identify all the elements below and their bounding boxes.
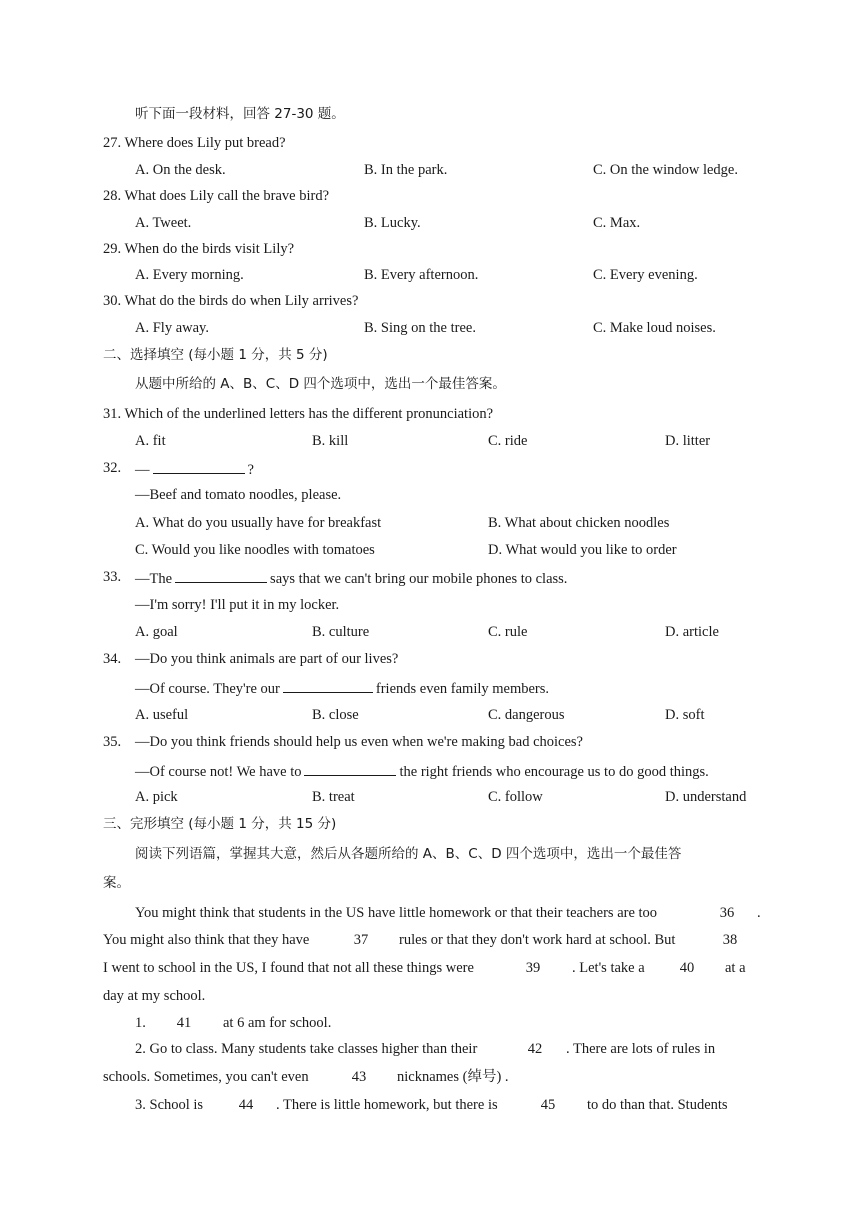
option-34a: A. useful: [135, 707, 189, 723]
option-31b: B. kill: [312, 433, 349, 449]
option-33b: B. culture: [312, 624, 370, 640]
question-35-number: 35.: [103, 734, 122, 750]
passage-line3-text-b: . Let's take a: [572, 960, 645, 976]
item2-text-a: 2. Go to class. Many students take classes higher than their: [135, 1041, 478, 1057]
option-34c: C. dangerous: [488, 707, 565, 723]
passage-line1-end: .: [757, 905, 761, 921]
blank-number-39: 39: [525, 960, 541, 976]
answer-blank: [304, 761, 396, 776]
option-33a: A. goal: [135, 624, 178, 640]
question-29: 29. When do the birds visit Lily?: [103, 241, 295, 257]
passage-line4-text: day at my school.: [103, 988, 206, 1004]
section3-heading: 三、完形填空 (每小题 1 分，共 15 分): [103, 816, 337, 832]
question-34-line1: —Do you think animals are part of our lives?: [135, 651, 399, 667]
question-35-line1: —Do you think friends should help us even when we're making bad choices?: [135, 734, 583, 750]
text-before-blank: —Of course not! We have to: [135, 764, 302, 780]
blank-number-36: 36: [719, 905, 735, 921]
text-before-blank: —Of course. They're our: [135, 681, 280, 697]
question-33-line2: —I'm sorry! I'll put it in my locker.: [135, 597, 340, 613]
blank-number-37: 37: [353, 932, 369, 948]
option-27a: A. On the desk.: [135, 162, 226, 178]
option-31c: C. ride: [488, 433, 528, 449]
option-32d: D. What would you like to order: [488, 542, 677, 558]
listening-intro: 听下面一段材料，回答 27-30 题。: [135, 106, 345, 122]
option-33d: D. article: [665, 624, 719, 640]
blank-number-42: 42: [527, 1041, 543, 1057]
option-28c: C. Max.: [593, 215, 641, 231]
option-28b: B. Lucky.: [364, 215, 421, 231]
option-30b: B. Sing on the tree.: [364, 320, 476, 336]
item2-text-b: . There are lots of rules in: [566, 1041, 716, 1057]
blank-number-40: 40: [679, 960, 695, 976]
blank-number-45: 45: [540, 1097, 556, 1113]
option-33c: C. rule: [488, 624, 528, 640]
passage-line2-text-a: You might also think that they have: [103, 932, 310, 948]
question-mark: ?: [247, 462, 254, 478]
blank-number-43: 43: [351, 1069, 367, 1085]
question-32-line1: [135, 459, 254, 479]
text-after-blank: friends even family members.: [375, 681, 550, 697]
item1-text: at 6 am for school.: [223, 1015, 332, 1031]
option-35c: C. follow: [488, 789, 543, 805]
item2-line2-text-a: schools. Sometimes, you can't even: [103, 1069, 309, 1085]
item3-text-c: to do than that. Students: [587, 1097, 728, 1113]
question-34-line2: [135, 678, 549, 698]
question-32-line2: —Beef and tomato noodles, please.: [135, 487, 342, 503]
option-28a: A. Tweet.: [135, 215, 192, 231]
question-27: 27. Where does Lily put bread?: [103, 135, 286, 151]
option-34b: B. close: [312, 707, 359, 723]
question-34-number: 34.: [103, 651, 122, 667]
option-31d: D. litter: [665, 433, 711, 449]
text-after-blank: the right friends who encourage us to do good things.: [399, 764, 709, 780]
passage-line2-text-b: rules or that they don't work hard at school. But: [399, 932, 676, 948]
question-35-line2: [135, 761, 709, 781]
option-27b: B. In the park.: [364, 162, 448, 178]
question-30: 30. What do the birds do when Lily arrives?: [103, 293, 359, 309]
question-33-line1: [135, 568, 567, 588]
item2-line2-text-b: nicknames (绰号) .: [397, 1069, 509, 1085]
option-29c: C. Every evening.: [593, 267, 698, 283]
item3-text-a: 3. School is: [135, 1097, 204, 1113]
answer-blank: [283, 678, 373, 693]
answer-blank: [153, 459, 245, 474]
dash: —: [135, 462, 150, 478]
item3-text-b: . There is little homework, but there is: [276, 1097, 498, 1113]
item1-number: 1.: [135, 1015, 146, 1031]
blank-number-41: 41: [176, 1015, 192, 1031]
option-32c: C. Would you like noodles with tomatoes: [135, 542, 375, 558]
option-35d: D. understand: [665, 789, 747, 805]
option-30c: C. Make loud noises.: [593, 320, 716, 336]
section3-instruction-line2: 案。: [103, 875, 130, 891]
question-28: 28. What does Lily call the brave bird?: [103, 188, 330, 204]
option-29a: A. Every morning.: [135, 267, 244, 283]
passage-line3-text-a: I went to school in the US, I found that not all these things were: [103, 960, 474, 976]
blank-number-44: 44: [238, 1097, 254, 1113]
section3-instruction-line1: 阅读下列语篇，掌握其大意，然后从各题所给的 A、B、C、D 四个选项中，选出一个最佳答: [135, 846, 682, 862]
option-35b: B. treat: [312, 789, 355, 805]
option-32b: B. What about chicken noodles: [488, 515, 670, 531]
section2-heading: 二、选择填空 (每小题 1 分，共 5 分): [103, 347, 328, 363]
option-32a: A. What do you usually have for breakfast: [135, 515, 382, 531]
passage-line3-text-c: at a: [725, 960, 746, 976]
question-31: 31. Which of the underlined letters has the different pronunciation?: [103, 406, 494, 422]
option-35a: A. pick: [135, 789, 178, 805]
section2-instruction: 从题中所给的 A、B、C、D 四个选项中，选出一个最佳答案。: [135, 376, 506, 392]
passage-line1-text: You might think that students in the US have little homework or that their teachers are too: [135, 905, 658, 921]
option-29b: B. Every afternoon.: [364, 267, 479, 283]
answer-blank: [175, 568, 267, 583]
option-27c: C. On the window ledge.: [593, 162, 738, 178]
question-33-number: 33.: [103, 569, 122, 585]
option-31a: A. fit: [135, 433, 166, 449]
question-32-number: 32.: [103, 460, 122, 476]
text-before-blank: —The: [135, 571, 173, 587]
option-34d: D. soft: [665, 707, 705, 723]
blank-number-38: 38: [722, 932, 738, 948]
option-30a: A. Fly away.: [135, 320, 209, 336]
text-after-blank: says that we can't bring our mobile phones to class.: [270, 571, 568, 587]
